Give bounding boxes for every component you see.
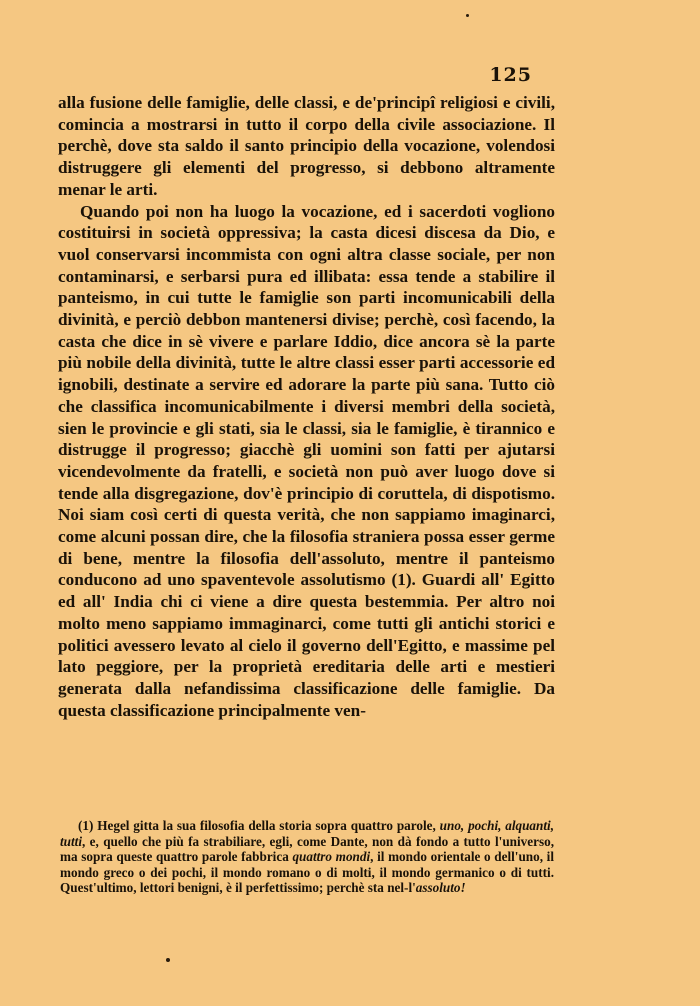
paragraph-2: Quando poi non ha luogo la vocazione, ed i sacerdoti vogliono costituirsi in società oppressiva; la casta dicesi discesa da Dio, e vuol conservarsi incommista con ogni altra classe sociale, per non contaminarsi, e serbarsi pura ed illibata: essa tende a stabilire il panteismo, in cui tutte le famiglie son parti incomunicabili della divinità, e perciò debbon mantenersi divise; perchè, così facendo, la casta che dice in sè vivere e parlare Iddio, dice ancora sè la parte più nobile della divinità, tutte le altre classi esser parti accessorie ed ignobili, destinate a servire ed adorare la parte più sana. Tutto ciò che classifica incomunicabilmente i diversi membri della società, sien le provincie e gli stati, sia le classi, sia le famiglie, è tirannico e distrugge il progresso; giacchè gli uomini son fatti per ajutarsi vicendevolmente da fratelli, e società non può aver luogo dove si tende alla disgregazione, dov'è principio di coruttela, di dispotismo. Noi siam così certi di questa verità, che non sappiamo imaginarci, come alcuni possan dire, che la filosofia straniera possa esser germe di bene, mentre la filosofia dell'assoluto, mentre il panteismo conducono ad uno spaventevole assolutismo (1). Guardi all' Egitto ed all' India chi ci viene a dire questa bestemmia. Per altro noi molto meno sappiamo immaginarci, come tutti gli antichi storici e politici avessero levato al cielo il governo dell'Egitto, e massime pel lato peggiore, per la proprietà ereditaria delle arti e mestieri generata dalla nefandissima classificazione delle famiglie. Da questa classificazione principalmente ven- <box>58 201 555 720</box>
footnote-part-2: , e, quello che più fa strabiliare, egli, come Dante, non dà fondo a tutto l'universo, ma sopra queste quattro parole fabbrica <box>60 833 554 865</box>
footnote <box>60 818 554 896</box>
footnote-text <box>60 818 554 896</box>
paragraph-1: alla fusione delle famiglie, delle classi, e de'principî religiosi e civili, comincia a mostrarsi in tutto il corpo della civile associazione. Il perchè, dove sta saldo il santo principio della vocazione, volendosi distruggere gli elementi del progresso, si debbono altramente menar le arti. <box>58 93 555 199</box>
page-number: 125 <box>489 64 532 86</box>
footnote-italic-1: uno, pochi, alquanti, tutti <box>60 818 554 849</box>
footnote-italic-2: quattro mondi <box>292 849 371 865</box>
main-text <box>58 92 555 721</box>
footnote-part-1: Hegel gitta la sua filosofia della storia sopra quattro parole, <box>93 818 440 833</box>
print-speck <box>466 14 469 17</box>
print-speck <box>166 958 170 962</box>
footnote-marker: (1) <box>78 818 94 833</box>
footnote-italic-3: assoluto! <box>415 880 466 896</box>
footnote-part-3: , il mondo orientale o dell'uno, il mondo greco o dei pochi, il mondo romano o di molti, il mondo germanico o di tutti. Quest'ultimo, lettori benigni, è il perfettissimo; perchè sta nel-l' <box>60 849 554 896</box>
